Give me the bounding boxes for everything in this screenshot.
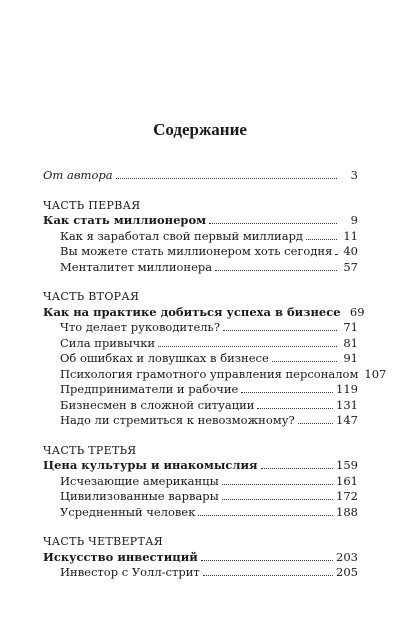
toc-page-number: 172 xyxy=(336,489,358,503)
dot-leader xyxy=(201,559,333,561)
toc-page-number: 203 xyxy=(336,549,358,564)
toc-entry-intro xyxy=(43,168,358,184)
part-spacer xyxy=(43,184,358,198)
dot-leader xyxy=(116,177,337,179)
part-heading: ЧАСТЬ ВТОРАЯ xyxy=(43,290,140,303)
toc-section-entry xyxy=(43,366,387,383)
part-spacer xyxy=(43,429,358,443)
dot-leader xyxy=(335,253,337,255)
dot-leader xyxy=(222,483,333,485)
toc-section-entry xyxy=(43,336,358,352)
toc-page-number: 131 xyxy=(336,397,358,412)
toc-section-entry xyxy=(43,474,358,490)
toc-section-entry xyxy=(43,505,358,521)
table-of-contents xyxy=(43,168,387,581)
toc-entry-label: Об ошибках и ловушках в бизнесе xyxy=(60,351,269,365)
toc-section-entry xyxy=(43,382,358,398)
toc-page-number: 147 xyxy=(336,413,358,427)
toc-page-number: 205 xyxy=(336,565,358,579)
toc-page-number: 3 xyxy=(350,168,358,182)
toc-entry-label: Надо ли стремиться к невозможному? xyxy=(60,413,295,427)
toc-page-number: 40 xyxy=(343,244,358,258)
toc-entry-label: Как я заработал свой первый миллиард xyxy=(60,228,304,243)
toc-page-number: 71 xyxy=(343,320,358,334)
toc-entry-label: Менталитет миллионера xyxy=(60,259,213,274)
toc-entry-label: Инвестор с Уолл-стрит xyxy=(60,565,200,579)
dot-leader xyxy=(222,498,333,500)
toc-chapter-entry xyxy=(43,458,358,474)
toc-page-number: 91 xyxy=(343,351,358,365)
toc-entry-label: Цена культуры и инакомыслия xyxy=(43,458,258,472)
dot-leader xyxy=(261,467,334,469)
toc-section-entry xyxy=(43,489,358,505)
toc-page-number: 107 xyxy=(364,366,387,381)
dot-leader xyxy=(203,574,333,576)
dot-leader xyxy=(272,360,337,362)
dot-leader xyxy=(198,514,333,516)
dot-leader xyxy=(223,329,337,331)
toc-page-number: 188 xyxy=(336,504,358,519)
dot-leader xyxy=(306,238,337,240)
toc-section-entry xyxy=(43,320,358,336)
dot-leader xyxy=(215,269,337,271)
part-spacer xyxy=(43,520,358,534)
toc-entry-label: Сила привычки xyxy=(60,335,156,350)
toc-entry-label: Что делает руководитель? xyxy=(60,320,220,334)
part-heading: ЧАСТЬ ПЕРВАЯ xyxy=(43,198,141,212)
toc-chapter-entry xyxy=(43,550,358,566)
toc-page-number: 69 xyxy=(349,304,365,319)
toc-section-entry xyxy=(43,229,358,245)
toc-chapter-entry xyxy=(43,304,365,321)
toc-entry-label: Усредненный человек xyxy=(60,504,196,519)
toc-entry-label: Предприниматели и рабочие xyxy=(60,382,239,396)
toc-section-entry xyxy=(43,351,358,367)
toc-page-number: 81 xyxy=(343,335,358,350)
toc-section-entry xyxy=(43,413,358,429)
toc-entry-label: От автора xyxy=(43,168,113,182)
toc-page-number: 119 xyxy=(336,382,358,396)
dot-leader xyxy=(241,391,333,393)
toc-entry-label: Как на практике добиться успеха в бизнесе xyxy=(43,304,341,319)
toc-entry-label: Искусство инвестиций xyxy=(43,549,198,564)
toc-page-number: 9 xyxy=(350,213,358,227)
toc-page-number: 11 xyxy=(343,228,358,243)
toc-page-number: 161 xyxy=(336,473,358,488)
toc-entry-label: Психология грамотного управления персоналом xyxy=(60,366,359,381)
dot-leader xyxy=(257,407,333,409)
toc-section-entry xyxy=(43,398,358,414)
toc-entry-label: Исчезающие американцы xyxy=(60,473,219,488)
dot-leader xyxy=(158,345,337,347)
toc-entry-label: Вы можете стать миллионером хоть сегодня xyxy=(60,244,333,258)
toc-section-entry xyxy=(43,244,358,260)
toc-chapter-entry xyxy=(43,213,358,229)
page-title: Содержание xyxy=(153,120,247,139)
toc-section-entry xyxy=(43,565,358,581)
part-heading: ЧАСТЬ ЧЕТВЕРТАЯ xyxy=(43,535,163,548)
toc-section-entry xyxy=(43,260,358,276)
dot-leader xyxy=(209,222,337,224)
toc-page-number: 57 xyxy=(343,259,358,274)
part-heading: ЧАСТЬ ТРЕТЬЯ xyxy=(43,443,137,457)
toc-page-number: 159 xyxy=(336,458,358,472)
toc-entry-label: Бизнесмен в сложной ситуации xyxy=(60,397,255,412)
toc-parts xyxy=(43,184,387,581)
part-spacer xyxy=(43,275,358,289)
dot-leader xyxy=(298,422,333,424)
toc-entry-label: Как стать миллионером xyxy=(43,213,207,227)
toc-entry-label: Цивилизованные варвары xyxy=(60,489,219,503)
